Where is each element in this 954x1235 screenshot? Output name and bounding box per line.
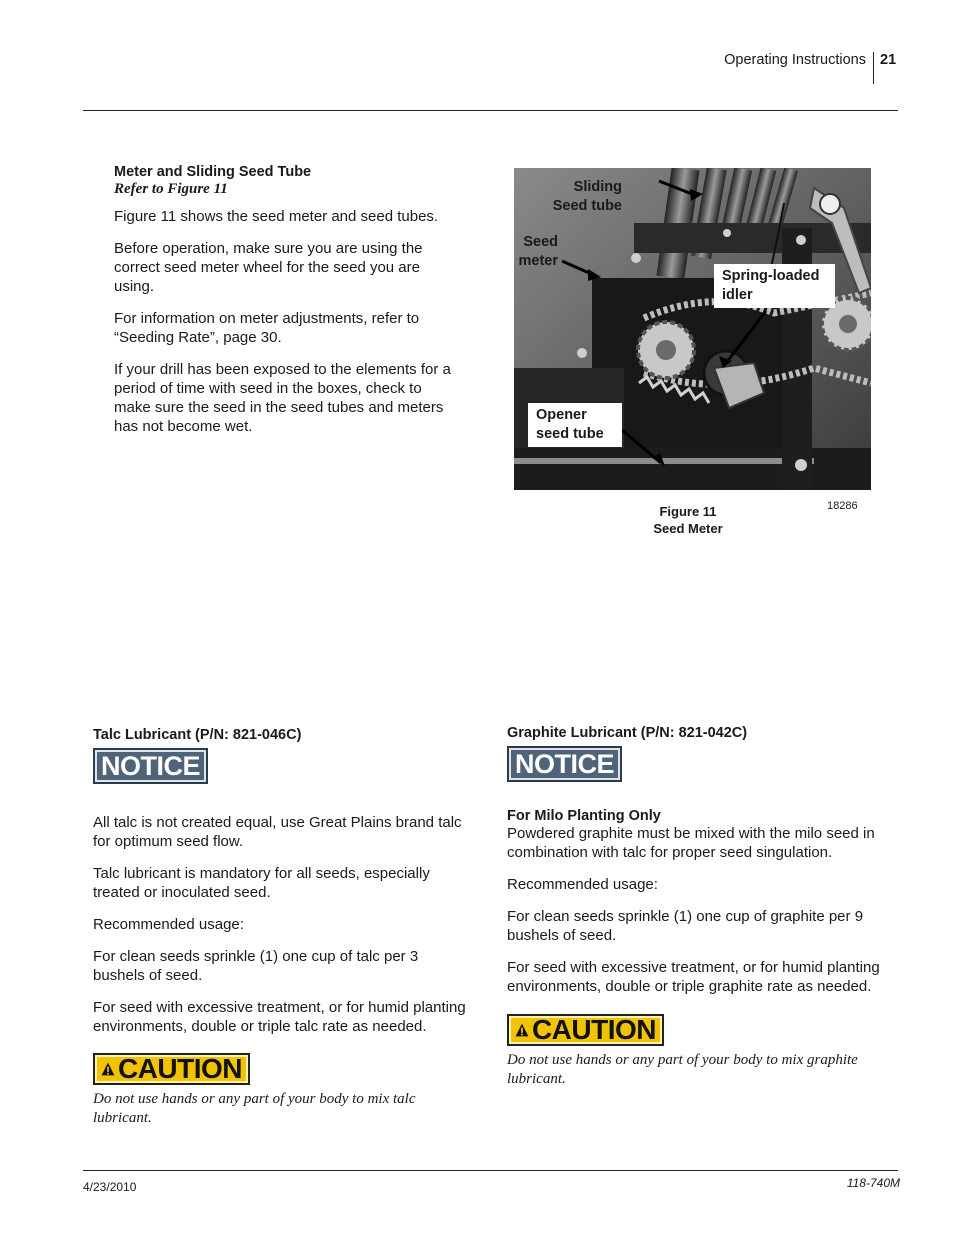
caution-banner <box>93 1053 250 1085</box>
section-title: Meter and Sliding Seed Tube <box>114 164 312 180</box>
paragraph: Figure 11 shows the seed meter and seed tubes. <box>114 208 439 225</box>
paragraph: For clean seeds sprinkle (1) one cup of talc per 3 bushels of seed. <box>93 948 419 984</box>
notice-banner: NOTICE <box>507 746 622 782</box>
subsection-title: For Milo Planting Only <box>507 808 661 824</box>
paragraph: For clean seeds sprinkle (1) one cup of graphite per 9 bushels of seed. <box>507 908 864 944</box>
notice-banner: NOTICE <box>93 748 208 784</box>
figure-caption <box>620 503 756 537</box>
callout-line: Sliding <box>573 179 622 195</box>
caution-banner <box>507 1014 664 1046</box>
meter-section <box>114 164 459 449</box>
caution-text: Do not use hands or any part of your body to mix talc lubricant. <box>93 1091 416 1126</box>
paragraph: All talc is not created equal, use Great Plains brand talc for optimum seed flow. <box>93 814 462 850</box>
paragraph: For information on meter adjustments, refer to “Seeding Rate”, page 30. <box>114 310 420 346</box>
callout-line: Seed <box>523 234 558 250</box>
callout-line: Seed tube <box>552 198 622 214</box>
callout-line: Opener <box>536 407 587 423</box>
figure-caption-number: Figure 11 <box>659 504 717 519</box>
image-number: 18286 <box>827 500 858 512</box>
warning-triangle-icon <box>515 1018 529 1042</box>
page-number: 21 <box>880 52 897 68</box>
caution-text: Do not use hands or any part of your body to mix graphite lubricant. <box>507 1052 858 1087</box>
callout-spring-loaded-idler <box>714 264 835 308</box>
header-divider <box>873 52 874 84</box>
warning-triangle-icon <box>101 1057 115 1081</box>
graphite-section <box>507 725 892 1089</box>
paragraph: For seed with excessive treatment, or for humid planting environments, double or triple graphite rate as needed. <box>507 959 880 995</box>
caution-label: CAUTION <box>117 1053 242 1084</box>
paragraph: Talc lubricant is mandatory for all seeds, especially treated or inoculated seed. <box>93 865 430 901</box>
figure-caption-title: Seed Meter <box>653 521 723 536</box>
footer-date: 4/23/2010 <box>83 1180 137 1194</box>
talc-section <box>93 727 473 1128</box>
footer-rule <box>83 1170 898 1171</box>
callout-line: seed tube <box>536 426 604 442</box>
callout-line: Spring-loaded <box>722 268 820 284</box>
caution-label: CAUTION <box>531 1014 656 1045</box>
paragraph: Before operation, make sure you are using the correct seed meter wheel for the seed you are using. <box>114 240 423 295</box>
callout-line: meter <box>518 253 558 269</box>
paragraph: Recommended usage: <box>93 916 244 933</box>
callout-sliding-seed-tube <box>530 178 622 216</box>
header-rule <box>83 110 898 111</box>
callout-opener-seed-tube <box>528 403 622 447</box>
figure-reference: Refer to Figure 11 <box>114 181 228 197</box>
paragraph: Powdered graphite must be mixed with the milo seed in combination with talc for proper seed singulation. <box>507 825 875 861</box>
section-title: Graphite Lubricant (P/N: 821-042C) <box>507 725 748 741</box>
paragraph: If your drill has been exposed to the elements for a period of time with seed in the boxes, check to make sure the seed in the seed tubes and meters has not become wet. <box>114 361 451 435</box>
section-title: Talc Lubricant (P/N: 821-046C) <box>93 727 302 743</box>
callout-seed-meter <box>500 233 558 271</box>
paragraph: Recommended usage: <box>507 876 658 893</box>
paragraph: For seed with excessive treatment, or for humid planting environments, double or triple talc rate as needed. <box>93 999 466 1035</box>
footer-doc-number: 118-740M <box>846 1176 900 1190</box>
callout-line: idler <box>722 287 753 303</box>
running-header-section: Operating Instructions <box>724 52 866 68</box>
